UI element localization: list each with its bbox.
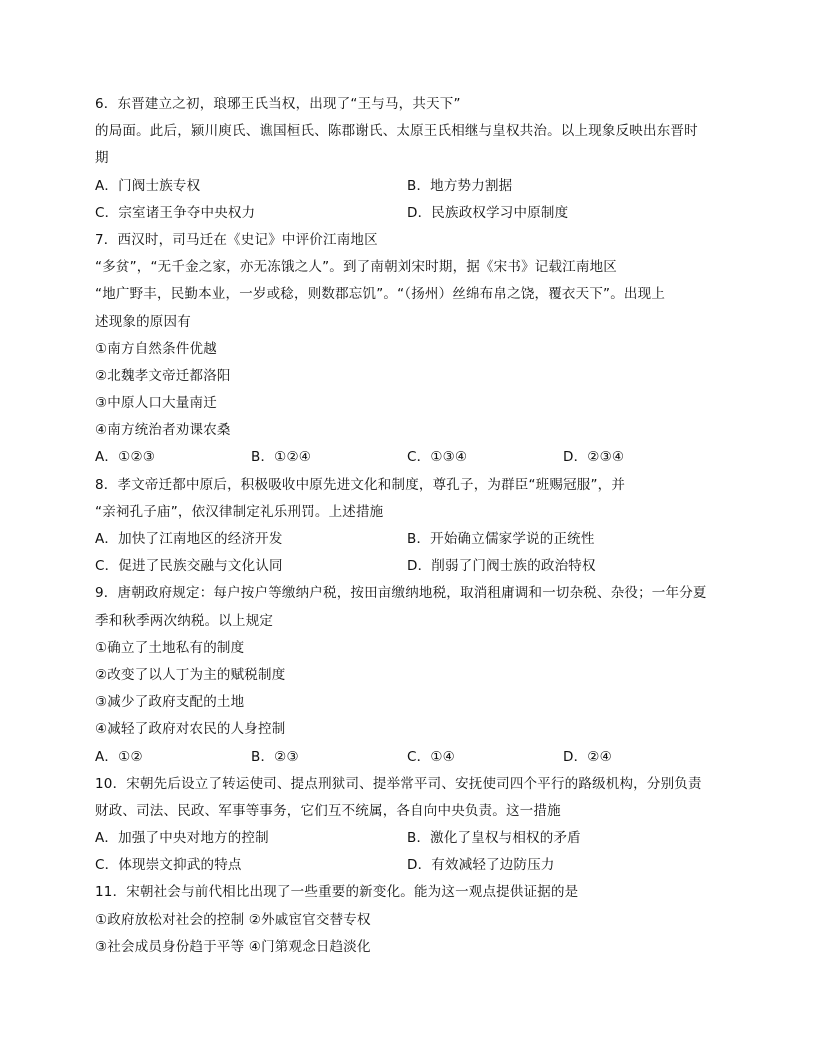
- q9-option-c: C．①④: [407, 748, 455, 765]
- q9-item-4: ④减轻了政府对农民的人身控制: [95, 721, 286, 738]
- q10-stem-line-2: 财政、司法、民政、军事等事务，它们互不统属，各自向中央负责。这一措施: [95, 802, 561, 819]
- q10-option-c: C．体现崇文抑武的特点: [95, 857, 242, 874]
- q7-item-4: ④南方统治者劝课农桑: [95, 422, 231, 439]
- q9-options-row: [95, 744, 735, 771]
- q7-option-d: D．②③④: [563, 449, 625, 466]
- q10-option-b: B．激化了皇权与相权的矛盾: [407, 830, 581, 847]
- q9-item-1: ①确立了土地私有的制度: [95, 639, 245, 656]
- q7-item-3: ③中原人口大量南迁: [95, 395, 217, 412]
- q10-option-d: D．有效减轻了边防压力: [407, 857, 555, 874]
- q10-stem-line-1: 10．宋朝先后设立了转运使司、提点刑狱司、提举常平司、安抚使司四个平行的路级机构，分别负责: [95, 775, 702, 792]
- q8-option-b: B．开始确立儒家学说的正统性: [407, 531, 595, 547]
- q8-options-row-1: [95, 526, 735, 553]
- q11-stem-line-1: 11．宋朝社会与前代相比出现了一些重要的新变化。能为这一观点提供证据的是: [95, 884, 579, 901]
- q9-option-a: A．①②: [95, 748, 143, 765]
- q10-options-row-2: [95, 852, 735, 879]
- q8-stem-line-1: 8．孝文帝迁都中原后，积极吸收中原先进文化和制度，尊孔子，为群臣“班赐冠服”，并: [95, 476, 626, 493]
- q7-stem-line-1: 7．西汉时，司马迁在《史记》中评价江南地区: [95, 231, 378, 248]
- q8-options-row-2: [95, 553, 735, 580]
- q7-options-row: [95, 444, 735, 471]
- q6-stem-line-2: 的局面。此后，颍川庾氏、谯国桓氏、陈郡谢氏、太原王氏相继与皇权共治。以上现象反映出东晋时: [95, 123, 698, 140]
- q11-item-row-2: ③社会成员身份趋于平等 ④门第观念日趋淡化: [95, 938, 371, 955]
- q8-option-c: C．促进了民族交融与文化认同: [95, 558, 283, 575]
- q9-item-2: ②改变了以人丁为主的赋税制度: [95, 666, 286, 683]
- exam-page: [95, 91, 735, 961]
- q8-stem-line-2: “亲祠孔子庙”，依汉律制定礼乐刑罚。上述措施: [95, 503, 384, 520]
- q6-options-row-2: [95, 200, 735, 227]
- q6-stem-line-1: 6．东晋建立之初，琅琊王氏当权，出现了“王与马，共天下”: [95, 96, 461, 112]
- q9-stem-line-1: 9．唐朝政府规定：每户按户等缴纳户税，按田亩缴纳地税，取消租庸调和一切杂税、杂役；一年分夏: [95, 585, 707, 602]
- q7-option-b: B．①②④: [251, 449, 312, 466]
- q7-item-2: ②北魏孝文帝迁都洛阳: [95, 367, 231, 384]
- q9-option-d: D．②④: [563, 748, 612, 765]
- q9-stem-line-2: 季和秋季两次纳税。以上规定: [95, 612, 274, 629]
- q7-option-a: A．①②③: [95, 449, 156, 466]
- q6-option-c: C．宗室诸王争夺中央权力: [95, 204, 256, 221]
- q11-item-row-1: ①政府放松对社会的控制 ②外戚宦官交替专权: [95, 911, 371, 928]
- q7-stem-line-2: “多贫”，“无千金之家，亦无冻饿之人”。到了南朝刘宋时期，据《宋书》记载江南地区: [95, 259, 617, 276]
- q8-option-d: D．削弱了门阀士族的政治特权: [407, 558, 596, 575]
- q7-option-c: C．①③④: [407, 449, 468, 466]
- q10-options-row-1: [95, 825, 735, 852]
- q10-option-a: A．加强了中央对地方的控制: [95, 830, 269, 847]
- q9-item-3: ③减少了政府支配的土地: [95, 694, 245, 711]
- q7-item-1: ①南方自然条件优越: [95, 340, 217, 357]
- q7-stem-line-4: 述现象的原因有: [95, 313, 191, 330]
- q7-stem-line-3: “地广野丰，民勤本业，一岁或稔，则数郡忘饥”。“（扬州）丝绵布帛之饶，覆衣天下”。出现上: [95, 286, 666, 303]
- q9-option-b: B．②③: [251, 748, 299, 765]
- q6-stem-line-3: 期: [95, 150, 109, 167]
- q6-option-d: D．民族政权学习中原制度: [407, 204, 569, 221]
- q6-option-b: B．地方势力割据: [407, 177, 513, 194]
- q6-option-a: A．门阀士族专权: [95, 177, 201, 194]
- q8-option-a: A．加快了江南地区的经济开发: [95, 531, 283, 547]
- q6-options-row-1: [95, 173, 735, 200]
